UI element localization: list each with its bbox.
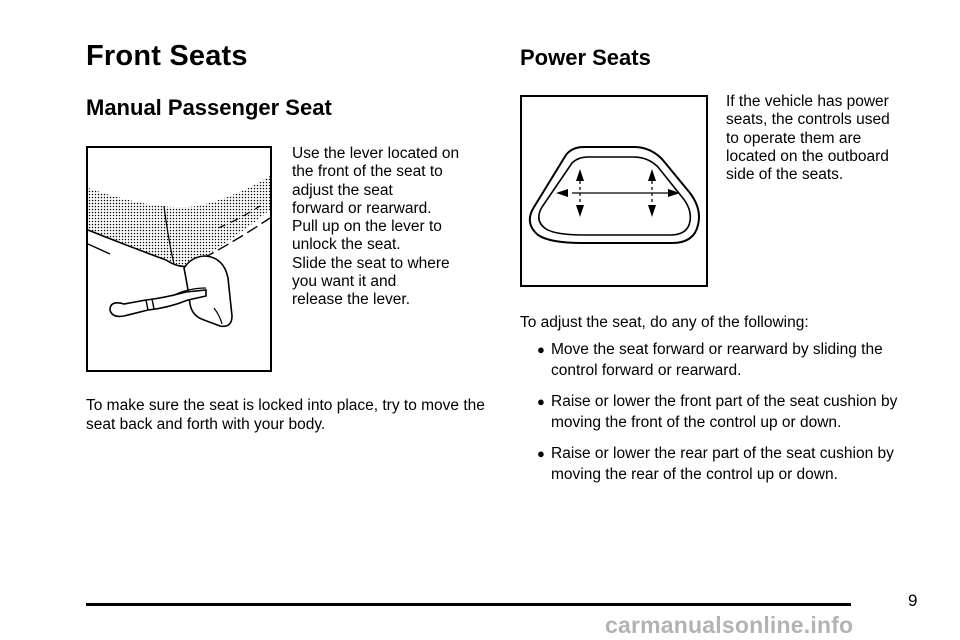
list-item bbox=[520, 444, 920, 485]
bullet-icon: ● bbox=[537, 394, 545, 409]
list-item-text: Raise or lower the front part of the seat cushion by moving the front of the control up or down. bbox=[551, 393, 898, 431]
footer-rule bbox=[86, 603, 851, 606]
manual-seat-heading: Manual Passenger Seat bbox=[86, 95, 332, 120]
power-seats-description: If the vehicle has power seats, the controls used to operate them are located on the outboard side of the seats. bbox=[726, 93, 890, 184]
power-seat-control-illustration bbox=[520, 95, 708, 287]
seat-control-drawing bbox=[522, 97, 706, 285]
page-number: 9 bbox=[908, 591, 918, 610]
list-item bbox=[520, 340, 920, 381]
bullet-icon: ● bbox=[537, 446, 545, 461]
list-item-text: Raise or lower the rear part of the seat cushion by moving the rear of the control up or down. bbox=[551, 445, 894, 483]
power-seat-adjustment-list bbox=[520, 340, 920, 496]
manual-seat-description: Use the lever located on the front of the seat to adjust the seat forward or rearward. Pull up on the lever to unlock the seat. Slide the seat to where you want it and release the lever. bbox=[292, 145, 460, 309]
power-seats-heading: Power Seats bbox=[520, 45, 651, 70]
page-title: Front Seats bbox=[86, 40, 248, 72]
seat-lever-drawing bbox=[88, 148, 270, 370]
manual-seat-lever-illustration bbox=[86, 146, 272, 372]
bullet-icon: ● bbox=[537, 342, 545, 357]
list-item-text: Move the seat forward or rearward by sliding the control forward or rearward. bbox=[551, 341, 883, 379]
power-seats-intro: To adjust the seat, do any of the following: bbox=[520, 314, 809, 331]
list-item bbox=[520, 392, 920, 433]
manual-seat-lock-note: To make sure the seat is locked into place, try to move the seat back and forth with your body. bbox=[86, 397, 485, 433]
watermark: carmanualsonline.info bbox=[605, 612, 854, 638]
